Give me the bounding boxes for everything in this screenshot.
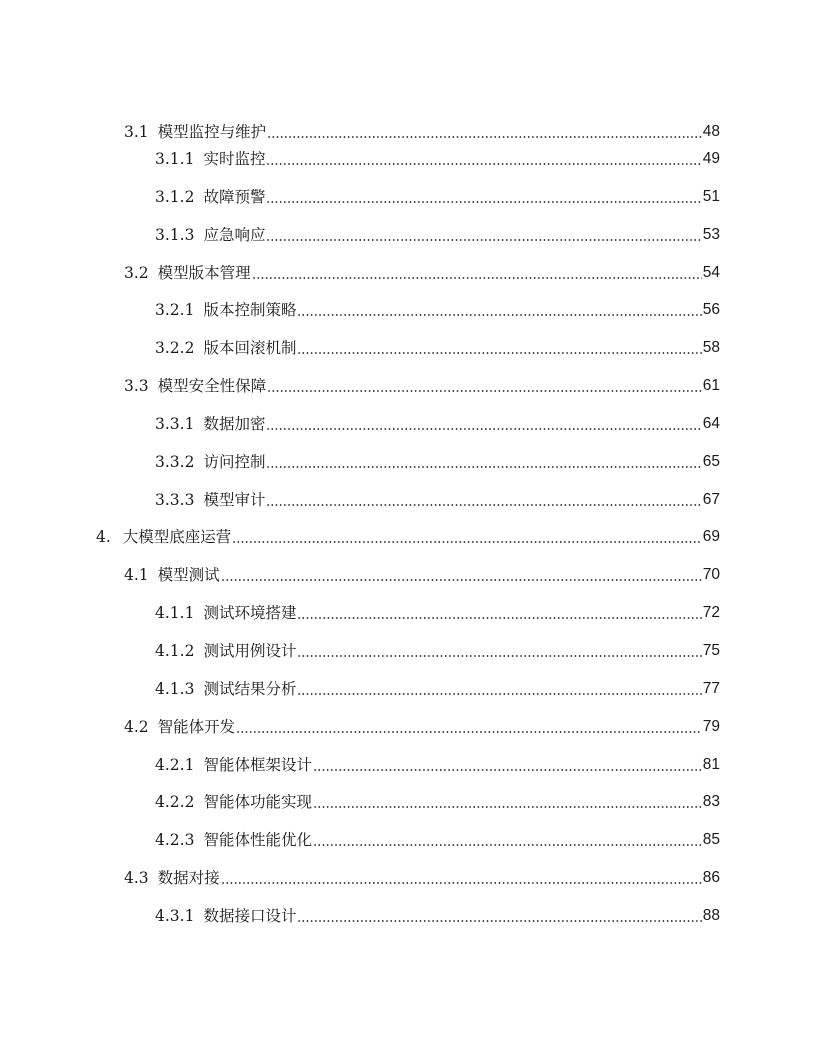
dot-leader <box>221 882 702 884</box>
toc-number: 3.1.2 <box>155 188 195 206</box>
toc-entry-3-3-1[interactable] <box>155 410 720 434</box>
toc-page-number: 67 <box>702 491 720 508</box>
toc-entry-4-3[interactable] <box>124 864 720 888</box>
toc-page-number: 77 <box>702 680 720 697</box>
toc-title: 模型安全性保障 <box>157 377 267 395</box>
toc-entry-4[interactable] <box>96 523 720 547</box>
dot-leader <box>297 693 701 695</box>
toc-title: 智能体功能实现 <box>203 793 312 811</box>
dot-leader <box>313 806 702 808</box>
toc-title: 智能体框架设计 <box>203 756 312 774</box>
toc-number: 3.1.1 <box>155 150 195 168</box>
toc-entry-4-2[interactable] <box>124 713 720 737</box>
dot-leader <box>297 352 701 354</box>
toc-entry-4-1-3[interactable] <box>155 675 720 699</box>
toc-title: 应急响应 <box>203 226 266 244</box>
toc-page-number: 79 <box>702 718 720 735</box>
toc-number: 4. <box>96 528 111 546</box>
dot-leader <box>297 655 701 657</box>
toc-entry-4-1-2[interactable] <box>155 637 720 661</box>
dot-leader <box>297 617 701 619</box>
toc-number: 3.1.3 <box>155 226 195 244</box>
toc-title: 版本控制策略 <box>203 301 297 319</box>
toc-page-number: 86 <box>702 869 720 886</box>
dot-leader <box>267 390 702 392</box>
dot-leader <box>266 504 701 506</box>
toc-number: 4.1 <box>124 566 149 584</box>
toc-page-number: 72 <box>702 604 720 621</box>
toc-entry-3-2-2[interactable] <box>155 334 720 358</box>
toc-title: 实时监控 <box>203 150 266 168</box>
toc-entry-3-1-3[interactable] <box>155 221 720 245</box>
toc-number: 4.2.1 <box>155 756 195 774</box>
toc-number: 4.1.1 <box>155 604 195 622</box>
toc-title: 版本回滚机制 <box>203 339 297 357</box>
toc-entry-3-1-1[interactable] <box>155 145 720 169</box>
toc-entry-3-2[interactable] <box>124 259 720 283</box>
dot-leader <box>252 277 702 279</box>
toc-title: 智能体性能优化 <box>203 831 312 849</box>
toc-number: 4.2.3 <box>155 831 195 849</box>
toc-entry-4-2-3[interactable] <box>155 826 720 850</box>
toc-number: 3.1 <box>124 123 149 141</box>
toc-title: 数据接口设计 <box>203 907 297 925</box>
toc-title: 模型审计 <box>203 491 266 509</box>
dot-leader <box>297 920 701 922</box>
toc-page-number: 56 <box>702 301 720 318</box>
dot-leader <box>266 201 701 203</box>
toc-entry-4-2-1[interactable] <box>155 751 720 775</box>
toc-title: 模型版本管理 <box>157 264 251 282</box>
toc-entry-4-2-2[interactable] <box>155 788 720 812</box>
dot-leader <box>297 314 701 316</box>
toc-number: 4.1.3 <box>155 680 195 698</box>
toc-entry-4-1[interactable] <box>124 561 720 585</box>
toc-entry-3-1-2[interactable] <box>155 183 720 207</box>
dot-leader <box>266 239 701 241</box>
toc-page-number: 75 <box>702 642 720 659</box>
toc-page-number: 58 <box>702 339 720 356</box>
toc-page-number: 54 <box>702 264 720 281</box>
toc-page-number: 48 <box>702 123 720 140</box>
toc-title: 大模型底座运营 <box>122 528 232 546</box>
toc-number: 3.2.2 <box>155 339 195 357</box>
toc-title: 模型监控与维护 <box>157 123 267 141</box>
dot-leader <box>236 731 702 733</box>
toc-page-number: 81 <box>702 756 720 773</box>
toc-entry-3-3-3[interactable] <box>155 486 720 510</box>
toc-title: 故障预警 <box>203 188 266 206</box>
toc-page-number: 51 <box>702 188 720 205</box>
toc-entry-3-3[interactable] <box>124 372 720 396</box>
toc-number: 3.3.1 <box>155 415 195 433</box>
toc-page-number: 65 <box>702 453 720 470</box>
toc-number: 3.2 <box>124 264 149 282</box>
toc-entry-4-3-1[interactable] <box>155 902 720 926</box>
toc-page-number: 64 <box>702 415 720 432</box>
toc-title: 模型测试 <box>157 566 220 584</box>
toc-title: 测试用例设计 <box>203 642 297 660</box>
toc-title: 数据对接 <box>157 869 220 887</box>
dot-leader <box>232 541 701 543</box>
dot-leader <box>313 769 702 771</box>
dot-leader <box>267 136 702 138</box>
toc-number: 4.1.2 <box>155 642 195 660</box>
toc-page-number: 70 <box>702 566 720 583</box>
dot-leader <box>266 466 701 468</box>
toc-page-number: 61 <box>702 377 720 394</box>
toc-number: 3.2.1 <box>155 301 195 319</box>
toc-entry-3-1[interactable] <box>124 118 720 142</box>
toc-page-number: 88 <box>702 907 720 924</box>
toc-number: 4.2.2 <box>155 793 195 811</box>
toc-number: 4.2 <box>124 718 149 736</box>
toc-number: 4.3 <box>124 869 149 887</box>
toc-number: 4.3.1 <box>155 907 195 925</box>
toc-title: 访问控制 <box>203 453 266 471</box>
dot-leader <box>221 579 702 581</box>
dot-leader <box>266 428 701 430</box>
toc-entry-4-1-1[interactable] <box>155 599 720 623</box>
toc-number: 3.3.3 <box>155 491 195 509</box>
toc-title: 智能体开发 <box>157 718 236 736</box>
toc-entry-3-2-1[interactable] <box>155 296 720 320</box>
toc-page-number: 85 <box>702 831 720 848</box>
dot-leader <box>313 844 702 846</box>
toc-page-number: 69 <box>702 528 720 545</box>
toc-title: 测试结果分析 <box>203 680 297 698</box>
toc-entry-3-3-2[interactable] <box>155 448 720 472</box>
toc-title: 数据加密 <box>203 415 266 433</box>
toc-number: 3.3.2 <box>155 453 195 471</box>
toc-number: 3.3 <box>124 377 149 395</box>
toc-page-number: 53 <box>702 226 720 243</box>
toc-page-number: 83 <box>702 793 720 810</box>
toc-page-number: 49 <box>702 150 720 167</box>
toc-title: 测试环境搭建 <box>203 604 297 622</box>
dot-leader <box>266 163 701 165</box>
